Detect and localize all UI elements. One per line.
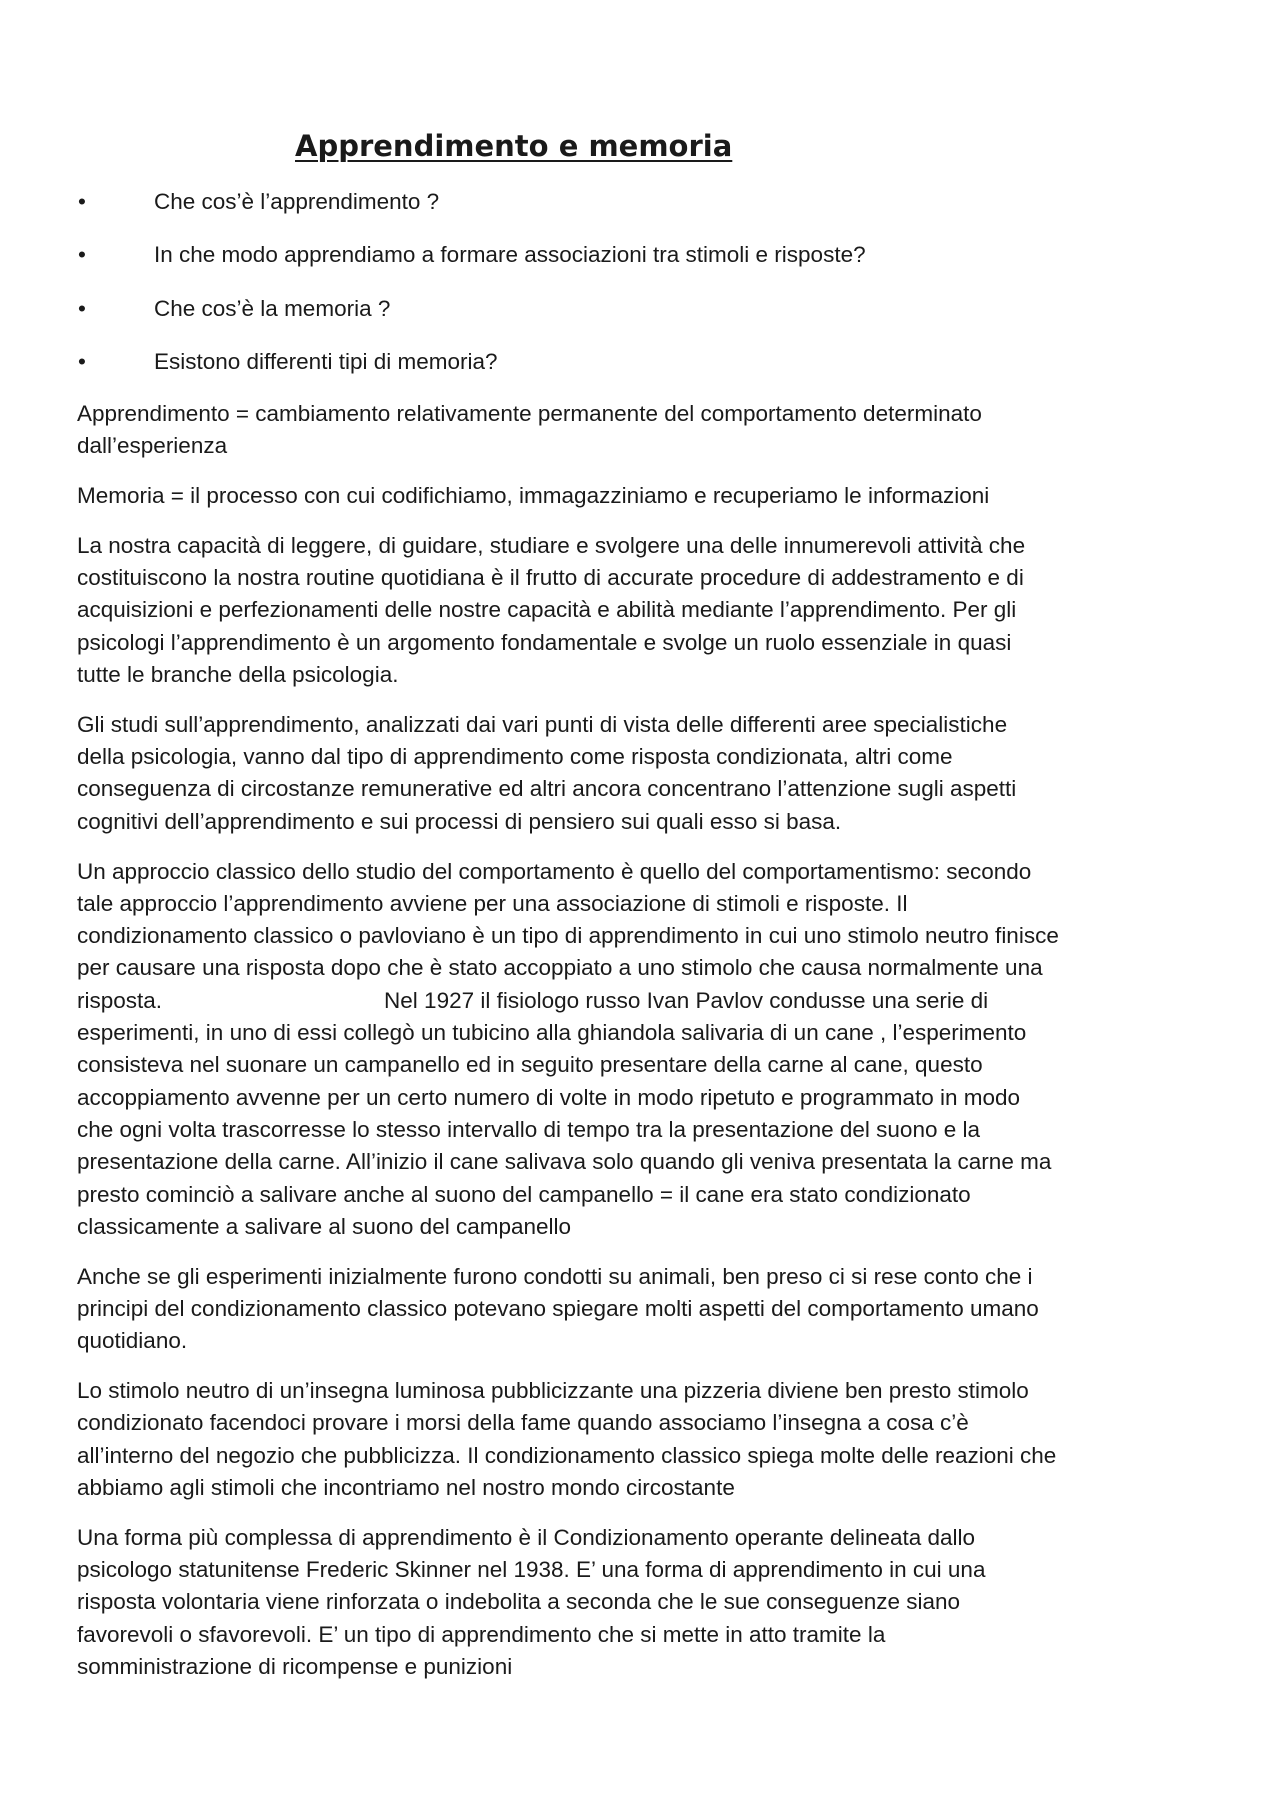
text-line: presto cominciò a salivare anche al suono del campanello = il cane era stato condizionato	[77, 1181, 971, 1207]
paragraph-condizionamento-operante	[77, 1522, 1217, 1683]
text-line: della psicologia, vanno dal tipo di apprendimento come risposta condizionata, altri come	[77, 744, 953, 770]
text-line: favorevoli o sfavorevoli. E’ un tipo di apprendimento che si mette in atto tramite la	[77, 1621, 886, 1647]
text-line: Nel 1927 il fisiologo russo Ivan Pavlov condusse una serie di	[384, 987, 989, 1013]
list-item	[0, 239, 1280, 292]
text-line: Un approccio classico dello studio del comportamento è quello del comportamentismo: secondo	[77, 858, 1032, 884]
bullet-icon: •	[78, 295, 86, 321]
text-line: psicologi l’apprendimento è un argomento fondamentale e svolge un ruolo essenziale in quasi	[77, 629, 1012, 655]
text-line: Lo stimolo neutro di un’insegna luminosa pubblicizzante una pizzeria diviene ben presto stimolo	[77, 1378, 1029, 1404]
text-line: dall’esperienza	[77, 433, 228, 459]
list-item	[0, 293, 1280, 346]
text-line: quotidiano.	[77, 1328, 188, 1354]
document-body	[77, 398, 1217, 1701]
document-title: Apprendimento e memoria	[295, 129, 733, 163]
paragraph-capacita	[77, 530, 1217, 691]
text-line: Gli studi sull’apprendimento, analizzati dai vari punti di vista delle differenti aree specialistiche	[77, 711, 1008, 737]
text-line: Apprendimento = cambiamento relativamente permanente del comportamento determinato	[77, 401, 982, 426]
paragraph-definition-memoria	[77, 480, 1217, 512]
question-list	[0, 186, 1280, 399]
text-line: abbiamo agli stimoli che incontriamo nel nostro mondo circostante	[77, 1474, 735, 1500]
text-line: classicamente a salivare al suono del campanello	[77, 1213, 572, 1239]
text-line: che ogni volta trascorresse lo stesso intervallo di tempo tra la presentazione del suono e la	[77, 1116, 980, 1142]
list-item	[0, 346, 1280, 399]
text-line: La nostra capacità di leggere, di guidare, studiare e svolgere una delle innumerevoli attività che	[77, 532, 1026, 558]
text-line: accoppiamento avvenne per un certo numero di volte in modo ripetuto e programmato in modo	[77, 1084, 1021, 1110]
question-text: Che cos’è l’apprendimento ?	[154, 189, 440, 214]
text-line: condizionamento classico o pavloviano è un tipo di apprendimento in cui uno stimolo neutro finisce	[77, 923, 1059, 949]
question-text: Esistono differenti tipi di memoria?	[154, 348, 498, 374]
bullet-icon: •	[78, 242, 86, 268]
text-line: presentazione della carne. All’inizio il cane salivava solo quando gli veniva presentata la carne ma	[77, 1149, 1052, 1175]
text-line: risposta volontaria viene rinforzata o indebolita a seconda che le sue conseguenze siano	[77, 1589, 961, 1615]
text-line: esperimenti, in uno di essi collegò un tubicino alla ghiandola salivaria di un cane , l’esperimento	[77, 1020, 1027, 1046]
text-line: condizionato facendoci provare i morsi della fame quando associamo l’insegna a cosa c’è	[77, 1410, 969, 1436]
bullet-icon: •	[78, 189, 86, 214]
paragraph-pavlov	[77, 856, 1217, 1244]
text-line: Una forma più complessa di apprendimento è il Condizionamento operante delineata dallo	[77, 1524, 976, 1550]
text-line: Anche se gli esperimenti inizialmente furono condotti su animali, ben preso ci si rese conto che i	[77, 1263, 1033, 1289]
text-line: costituiscono la nostra routine quotidiana è il frutto di accurate procedure di addestramento e di	[77, 565, 1024, 591]
text-line: tutte le branche della psicologia.	[77, 662, 399, 688]
question-text: Che cos’è la memoria ?	[154, 295, 391, 321]
text-line: psicologo statunitense Frederic Skinner nel 1938. E’ una forma di apprendimento in cui una	[77, 1557, 986, 1582]
text-line: cognitivi dell’apprendimento e sui processi di pensiero sui quali esso si basa.	[77, 808, 842, 834]
text-line: Memoria = il processo con cui codifichiamo, immagazziniamo e recuperiamo le informazioni	[77, 483, 990, 509]
text-line: per causare una risposta dopo che è stato accoppiato a uno stimolo che causa normalmente una	[77, 955, 1043, 981]
text-line: principi del condizionamento classico potevano spiegare molti aspetti del comportamento umano	[77, 1295, 1039, 1321]
question-text: In che modo apprendiamo a formare associazioni tra stimoli e risposte?	[154, 242, 866, 268]
paragraph-esperimenti	[77, 1261, 1217, 1358]
paragraph-definition-apprendimento	[77, 398, 1217, 463]
text-line: consisteva nel suonare un campanello ed in seguito presentare della carne al cane, questo	[77, 1052, 983, 1078]
text-line: conseguenza di circostanze remunerative ed altri ancora concentrano l’attenzione sugli aspetti	[77, 776, 1017, 802]
text-line: acquisizioni e perfezionamenti delle nostre capacità e abilità mediante l’apprendimento. Per gli	[77, 597, 1017, 623]
list-item	[0, 186, 1280, 239]
text-line: tale approccio l’apprendimento avviene per una associazione di stimoli e risposte. Il	[77, 890, 908, 916]
paragraph-studi	[77, 709, 1217, 838]
text-line: risposta.	[77, 987, 163, 1013]
text-line: somministrazione di ricompense e punizioni	[77, 1653, 513, 1679]
paragraph-pizzeria	[77, 1375, 1217, 1504]
bullet-icon: •	[78, 348, 86, 374]
text-line: all’interno del negozio che pubblicizza. Il condizionamento classico spiega molte delle reazioni che	[77, 1442, 1057, 1468]
